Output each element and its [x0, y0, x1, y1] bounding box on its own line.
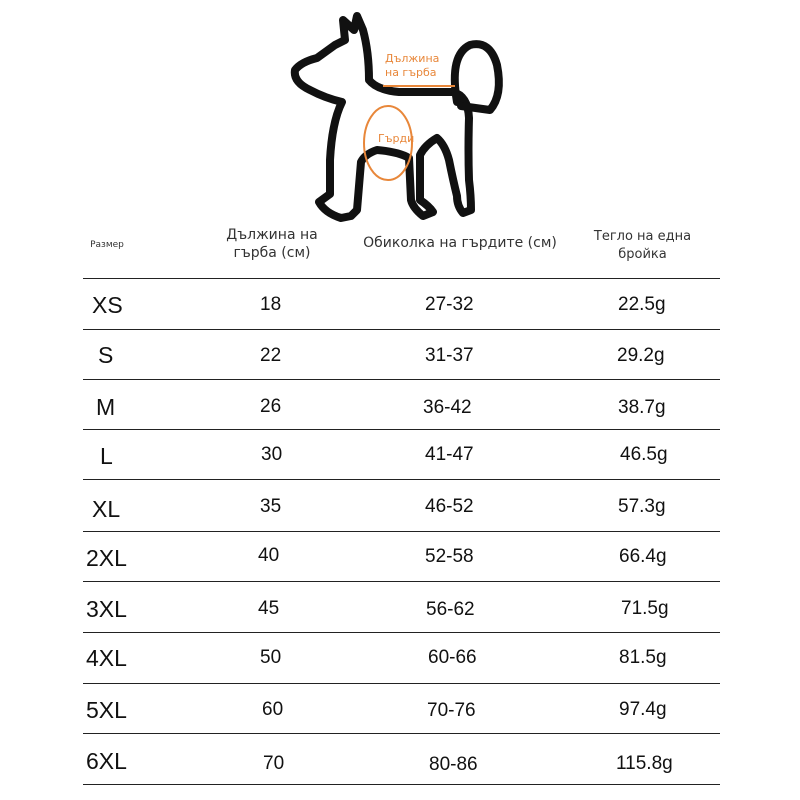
chest-girth-cell: 36-42 [423, 397, 472, 418]
back-length-cell: 45 [258, 598, 280, 619]
dog-measurement-diagram [285, 10, 525, 225]
back-length-cell: 35 [260, 496, 282, 517]
weight-cell: 22.5g [618, 294, 666, 315]
chest-girth-cell: 70-76 [427, 700, 476, 721]
table-divider [83, 531, 720, 532]
back-length-cell: 70 [263, 753, 285, 774]
size-cell: XL [92, 496, 121, 522]
size-cell: M [96, 394, 116, 420]
header-back-length: Дължина на гърба (см) [226, 227, 318, 261]
weight-cell: 66.4g [619, 546, 667, 567]
table-divider [83, 379, 720, 380]
table-divider [83, 581, 720, 582]
size-cell: 3XL [86, 596, 127, 622]
header-chest-girth: Обиколка на гърдите (см) [363, 235, 557, 251]
table-divider [83, 632, 720, 633]
chest-girth-cell: 46-52 [425, 496, 474, 517]
header-size: Размер [90, 240, 124, 250]
weight-cell: 81.5g [619, 647, 667, 668]
table-divider [83, 479, 720, 480]
table-divider [83, 784, 720, 785]
back-length-cell: 26 [260, 396, 282, 417]
back-length-label: Дължина на гърба [385, 52, 440, 79]
weight-cell: 115.8g [616, 753, 673, 774]
chest-girth-cell: 31-37 [425, 345, 474, 366]
dog-silhouette-icon [285, 10, 525, 225]
size-cell: 4XL [86, 645, 127, 671]
weight-cell: 38.7g [618, 397, 666, 418]
table-divider [83, 429, 720, 430]
weight-cell: 46.5g [620, 444, 668, 465]
back-length-cell: 22 [260, 345, 282, 366]
weight-cell: 97.4g [619, 699, 667, 720]
back-length-cell: 18 [260, 294, 282, 315]
back-length-cell: 40 [258, 545, 280, 566]
weight-cell: 71.5g [621, 598, 669, 619]
chest-label: Гърди [378, 132, 415, 145]
size-cell: 6XL [86, 748, 127, 774]
chest-girth-cell: 27-32 [425, 294, 474, 315]
back-length-cell: 60 [262, 699, 284, 720]
table-divider [83, 733, 720, 734]
back-length-cell: 30 [261, 444, 283, 465]
size-cell: XS [92, 292, 123, 318]
chest-girth-cell: 41-47 [425, 444, 474, 465]
table-divider [83, 683, 720, 684]
header-weight: Тегло на една бройка [593, 229, 692, 262]
weight-cell: 57.3g [618, 496, 666, 517]
table-divider [83, 329, 720, 330]
size-cell: L [100, 443, 113, 469]
chest-girth-cell: 60-66 [428, 647, 477, 668]
chest-girth-cell: 56-62 [426, 599, 475, 620]
weight-cell: 29.2g [617, 345, 665, 366]
back-length-cell: 50 [260, 647, 282, 668]
chest-girth-cell: 80-86 [429, 754, 478, 775]
size-cell: 5XL [86, 697, 127, 723]
size-cell: 2XL [86, 545, 127, 571]
chest-girth-cell: 52-58 [425, 546, 474, 567]
size-cell: S [98, 342, 114, 368]
table-divider [83, 278, 720, 279]
